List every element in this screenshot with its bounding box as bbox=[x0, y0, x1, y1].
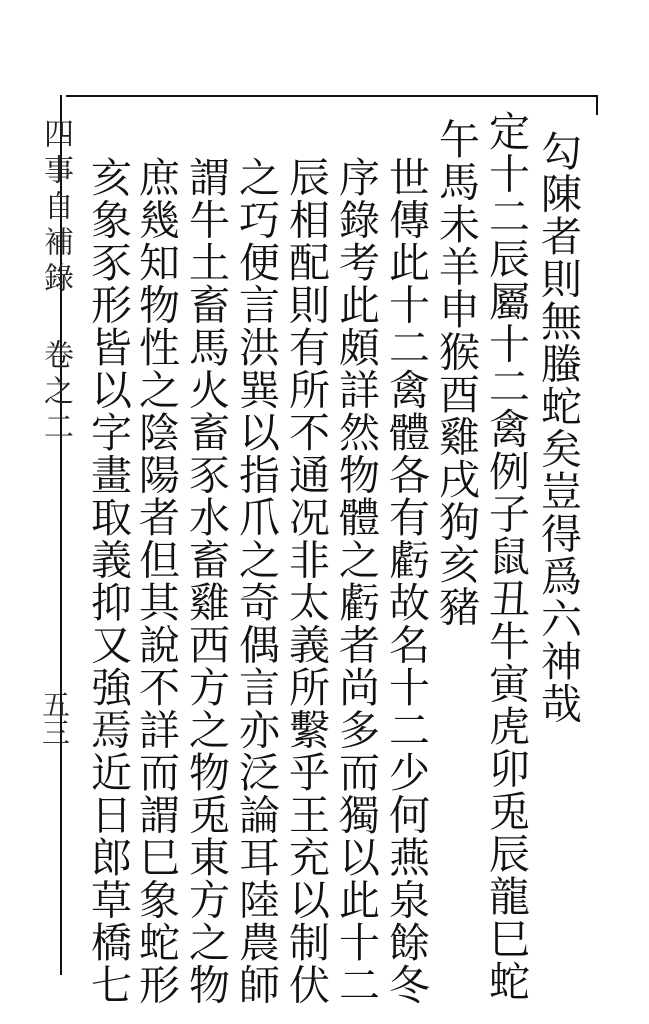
text-column-4: 世傳此十二禽體各有虧故名十二少何燕泉餘冬 bbox=[382, 156, 430, 1006]
text-column-8: 謂牛土畜馬火畜豕水畜雞西方之物兎東方之物 bbox=[182, 156, 230, 1006]
text-column-6: 辰相配則有所不通况非太義所繫乎王充以制伏 bbox=[282, 156, 330, 1006]
text-column-3: 午馬未羊申猴酉雞戌狗亥豬 bbox=[432, 118, 480, 628]
text-column-5: 序錄考此頗詳然物體之虧者尚多而獨以此十二 bbox=[332, 156, 380, 1006]
text-column-10: 亥象豕形皆以字畫取義抑又強焉近日郎草橋七 bbox=[84, 156, 132, 1006]
text-column-2: 定十二辰屬十二禽例子鼠丑牛寅虎卯兎辰龍巳蛇 bbox=[482, 110, 530, 1003]
frame-right-rule bbox=[596, 95, 598, 115]
text-column-7: 之巧便言洪巽以指爪之奇偶言亦泛論耳陸農師 bbox=[232, 156, 280, 1006]
margin-label: 四事自補錄 卷之二 bbox=[38, 118, 73, 447]
page-number: 五三 bbox=[38, 690, 71, 746]
text-column-9: 庶幾知物性之陰陽者但其說不詳而謂巳象蛇形 bbox=[132, 156, 180, 1006]
frame-top-rule bbox=[66, 95, 596, 97]
text-column-1: 勾陳者則無螣蛇矣豈得爲六神哉 bbox=[534, 130, 582, 725]
